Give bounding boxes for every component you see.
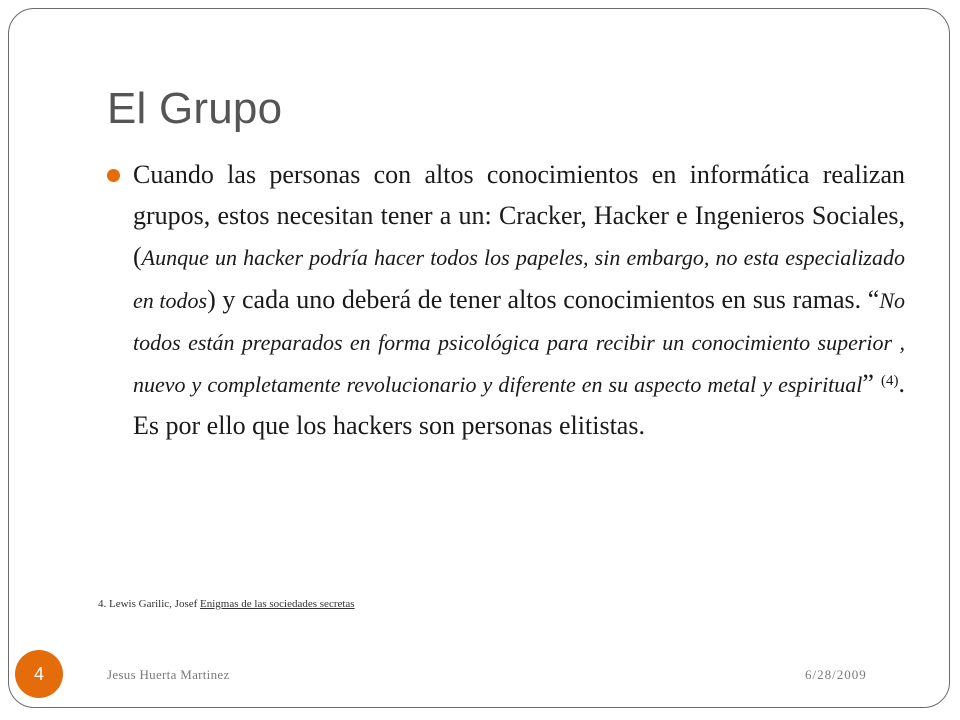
bullet-italic-aside: Aunque un hacker podría hacer todos los papeles, sin embargo, no esta especializado en todos: [133, 245, 905, 313]
bullet-text-part1: Cuando las personas con altos conocimientos en informática realizan grupos, estos necesitan tener a un: Cracker, Hacker e Ingenieros Sociales, (: [133, 160, 905, 272]
bullet-icon: [107, 169, 120, 182]
bullet-text-part4: . Es por ello que los hackers son personas elitistas.: [133, 369, 905, 441]
page-number-badge: 4: [15, 650, 63, 698]
footer-author: Jesus Huerta Martinez: [107, 667, 230, 682]
bullet-text-part2: ) y cada uno deberá de tener altos conocimientos en sus ramas. “: [207, 284, 880, 314]
bullet-paragraph: [133, 154, 905, 446]
bullet-text-part3: ”: [862, 369, 881, 399]
footnote-book-link[interactable]: Enigmas de las sociedades secretas: [200, 598, 355, 610]
footnote-prefix: 4. Lewis Garilic, Josef: [98, 598, 201, 610]
bullet-italic-quote: No todos están preparados en forma psicológica para recibir un conocimiento superior , nuevo y completamente revolucionario y diferente en su aspecto metal y espiritual: [133, 287, 905, 398]
slide-title: El Grupo: [107, 84, 283, 133]
footnote: [98, 598, 355, 610]
reference-marker: (4): [881, 373, 899, 390]
footer-date: 6/28/2009: [805, 667, 867, 682]
